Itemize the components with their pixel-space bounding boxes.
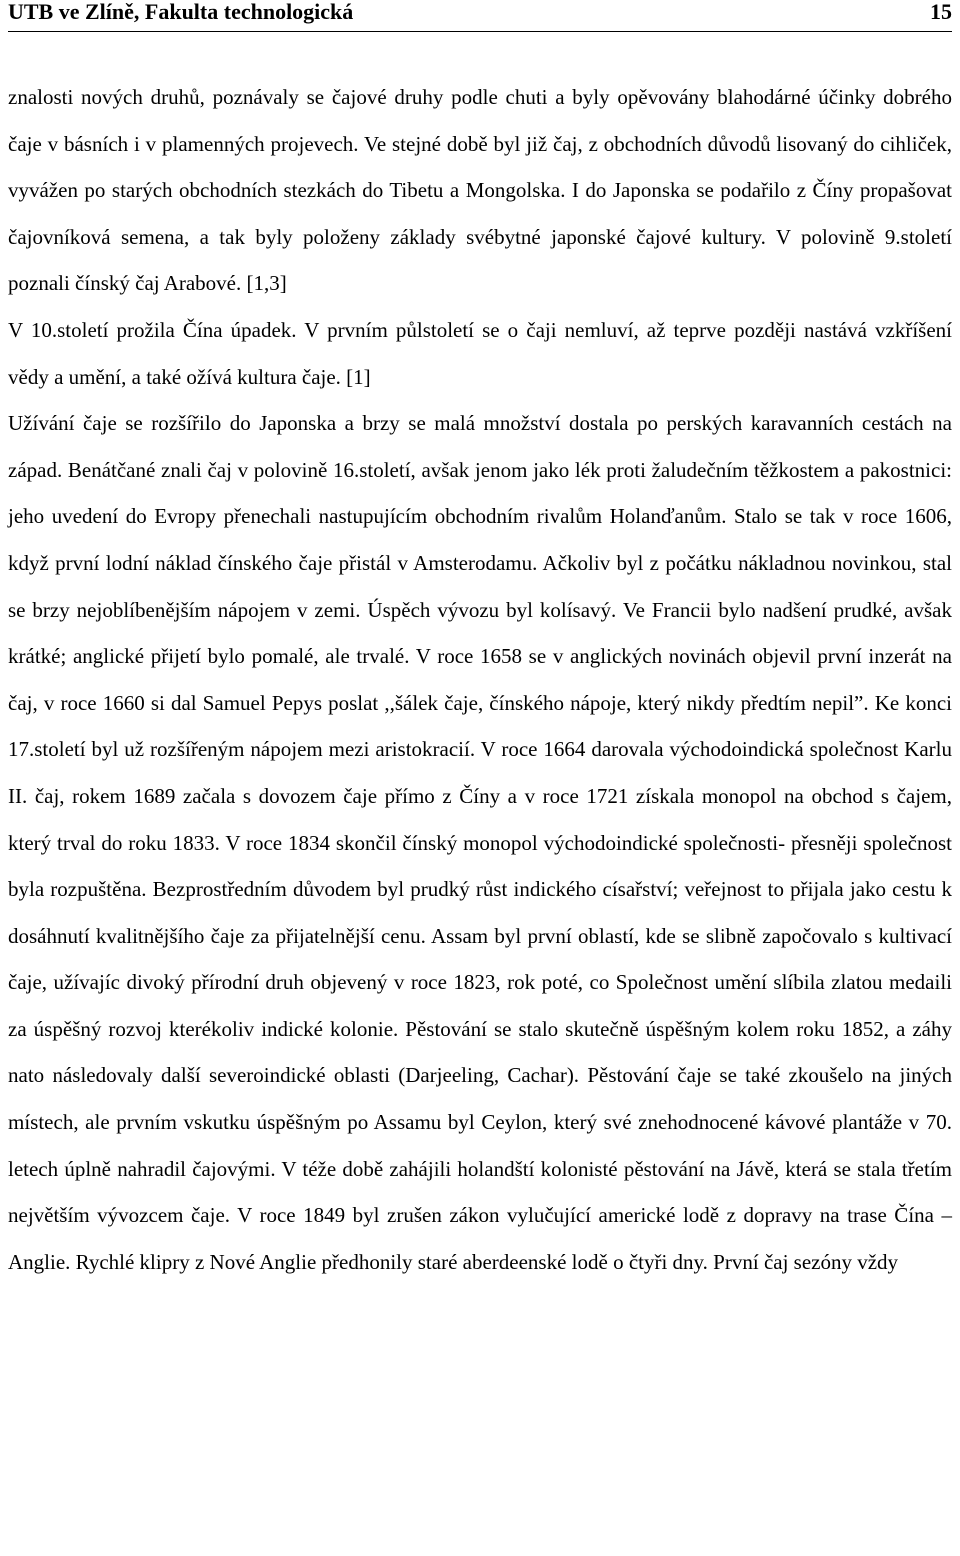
paragraph-1: znalosti nových druhů, poznávaly se čajové druhy podle chuti a byly opěvovány blahodárné účinky dobrého čaje v básních i v plamenných projevech. Ve stejné době byl již čaj, z obchodních důvodů lisovaný do cihliček, vyvážen po starých obchodních stezkách do Tibetu a Mongolska. I do Japonska se podařilo z Číny propašovat čajovníková semena, a tak byly položeny základy svébytné japonské čajové kultury. V polovině 9.století poznali čínský čaj Arabové. [1,3] xyxy=(8,85,952,296)
paragraph-3: Užívání čaje se rozšířilo do Japonska a brzy se malá množství dostala po perských karavanních cestách na západ. Benátčané znali čaj v polovině 16.století, avšak jenom jako lék proti žaludečním těžkostem a pakostnici: jeho uvedení do Evropy přenechali nastupujícím obchodním rivalům Holanďanům. Stalo se tak v roce 1606, když první lodní náklad čínského čaje přistál v Amsterodamu. Ačkoliv byl z počátku nákladnou novinkou, stal se brzy nejoblíbenějším nápojem v zemi. Úspěch vývozu byl kolísavý. Ve Francii bylo nadšení prudké, avšak krátké; anglické přijetí bylo pomalé, ale trvalé. V roce 1658 se v anglických novinách objevil první inzerát na čaj, v roce 1660 si dal Samuel Pepys poslat ,,šálek čaje, čínského nápoje, který nikdy předtím nepil”. Ke konci 17.století byl už rozšířeným nápojem mezi aristokracií. V roce 1664 darovala východoindická společnost Karlu II. čaj, rokem 1689 začala s dovozem čaje přímo z Číny a v roce 1721 získala monopol na obchod s čajem, který trval do roku 1833. V roce 1834 skončil čínský monopol východoindické společnosti- přesněji společnost byla rozpuštěna. Bezprostředním důvodem byl prudký růst indického císařství; veřejnost to přijala jako cestu k dosáhnutí kvalitnějšího čaje za přijatelnější cenu. Assam byl první oblastí, kde se slibně započovalo s kultivací čaje, užívajíc divoký přírodní druh objevený v roce 1823, rok poté, co Společnost umění slíbila zlatou medaili za úspěšný rozvoj kterékoliv indické kolonie. Pěstování se stalo skutečně úspěšným kolem roku 1852, a záhy nato následovaly další severoindické oblasti (Darjeeling, Cachar). Pěstování čaje se také zkoušelo na jiných místech, ale prvním vskutku úspěšným po Assamu byl Ceylon, který své znehodnocené kávové plantáže v 70. letech úplně nahradil čajovými. V téže době zahájili holandští kolonisté pěstování na Jávě, která se stala třetím největším vývozcem čaje. V roce 1849 byl zrušen zákon vylučující americké lodě z dopravy na trase Čína – Anglie. Rychlé klipry z Nové Anglie předhonily staré aberdeenské lodě o čtyři dny. První čaj sezóny vždy xyxy=(8,411,952,1274)
body-text xyxy=(8,74,952,1285)
header-title: UTB ve Zlíně, Fakulta technologická xyxy=(8,0,354,24)
page-header xyxy=(8,0,952,32)
page-number: 15 xyxy=(930,0,952,24)
paragraph-2: V 10.století prožila Čína úpadek. V prvním půlstoletí se o čaji nemluví, až teprve později nastává vzkříšení vědy a umění, a také ožívá kultura čaje. [1] xyxy=(8,317,952,389)
